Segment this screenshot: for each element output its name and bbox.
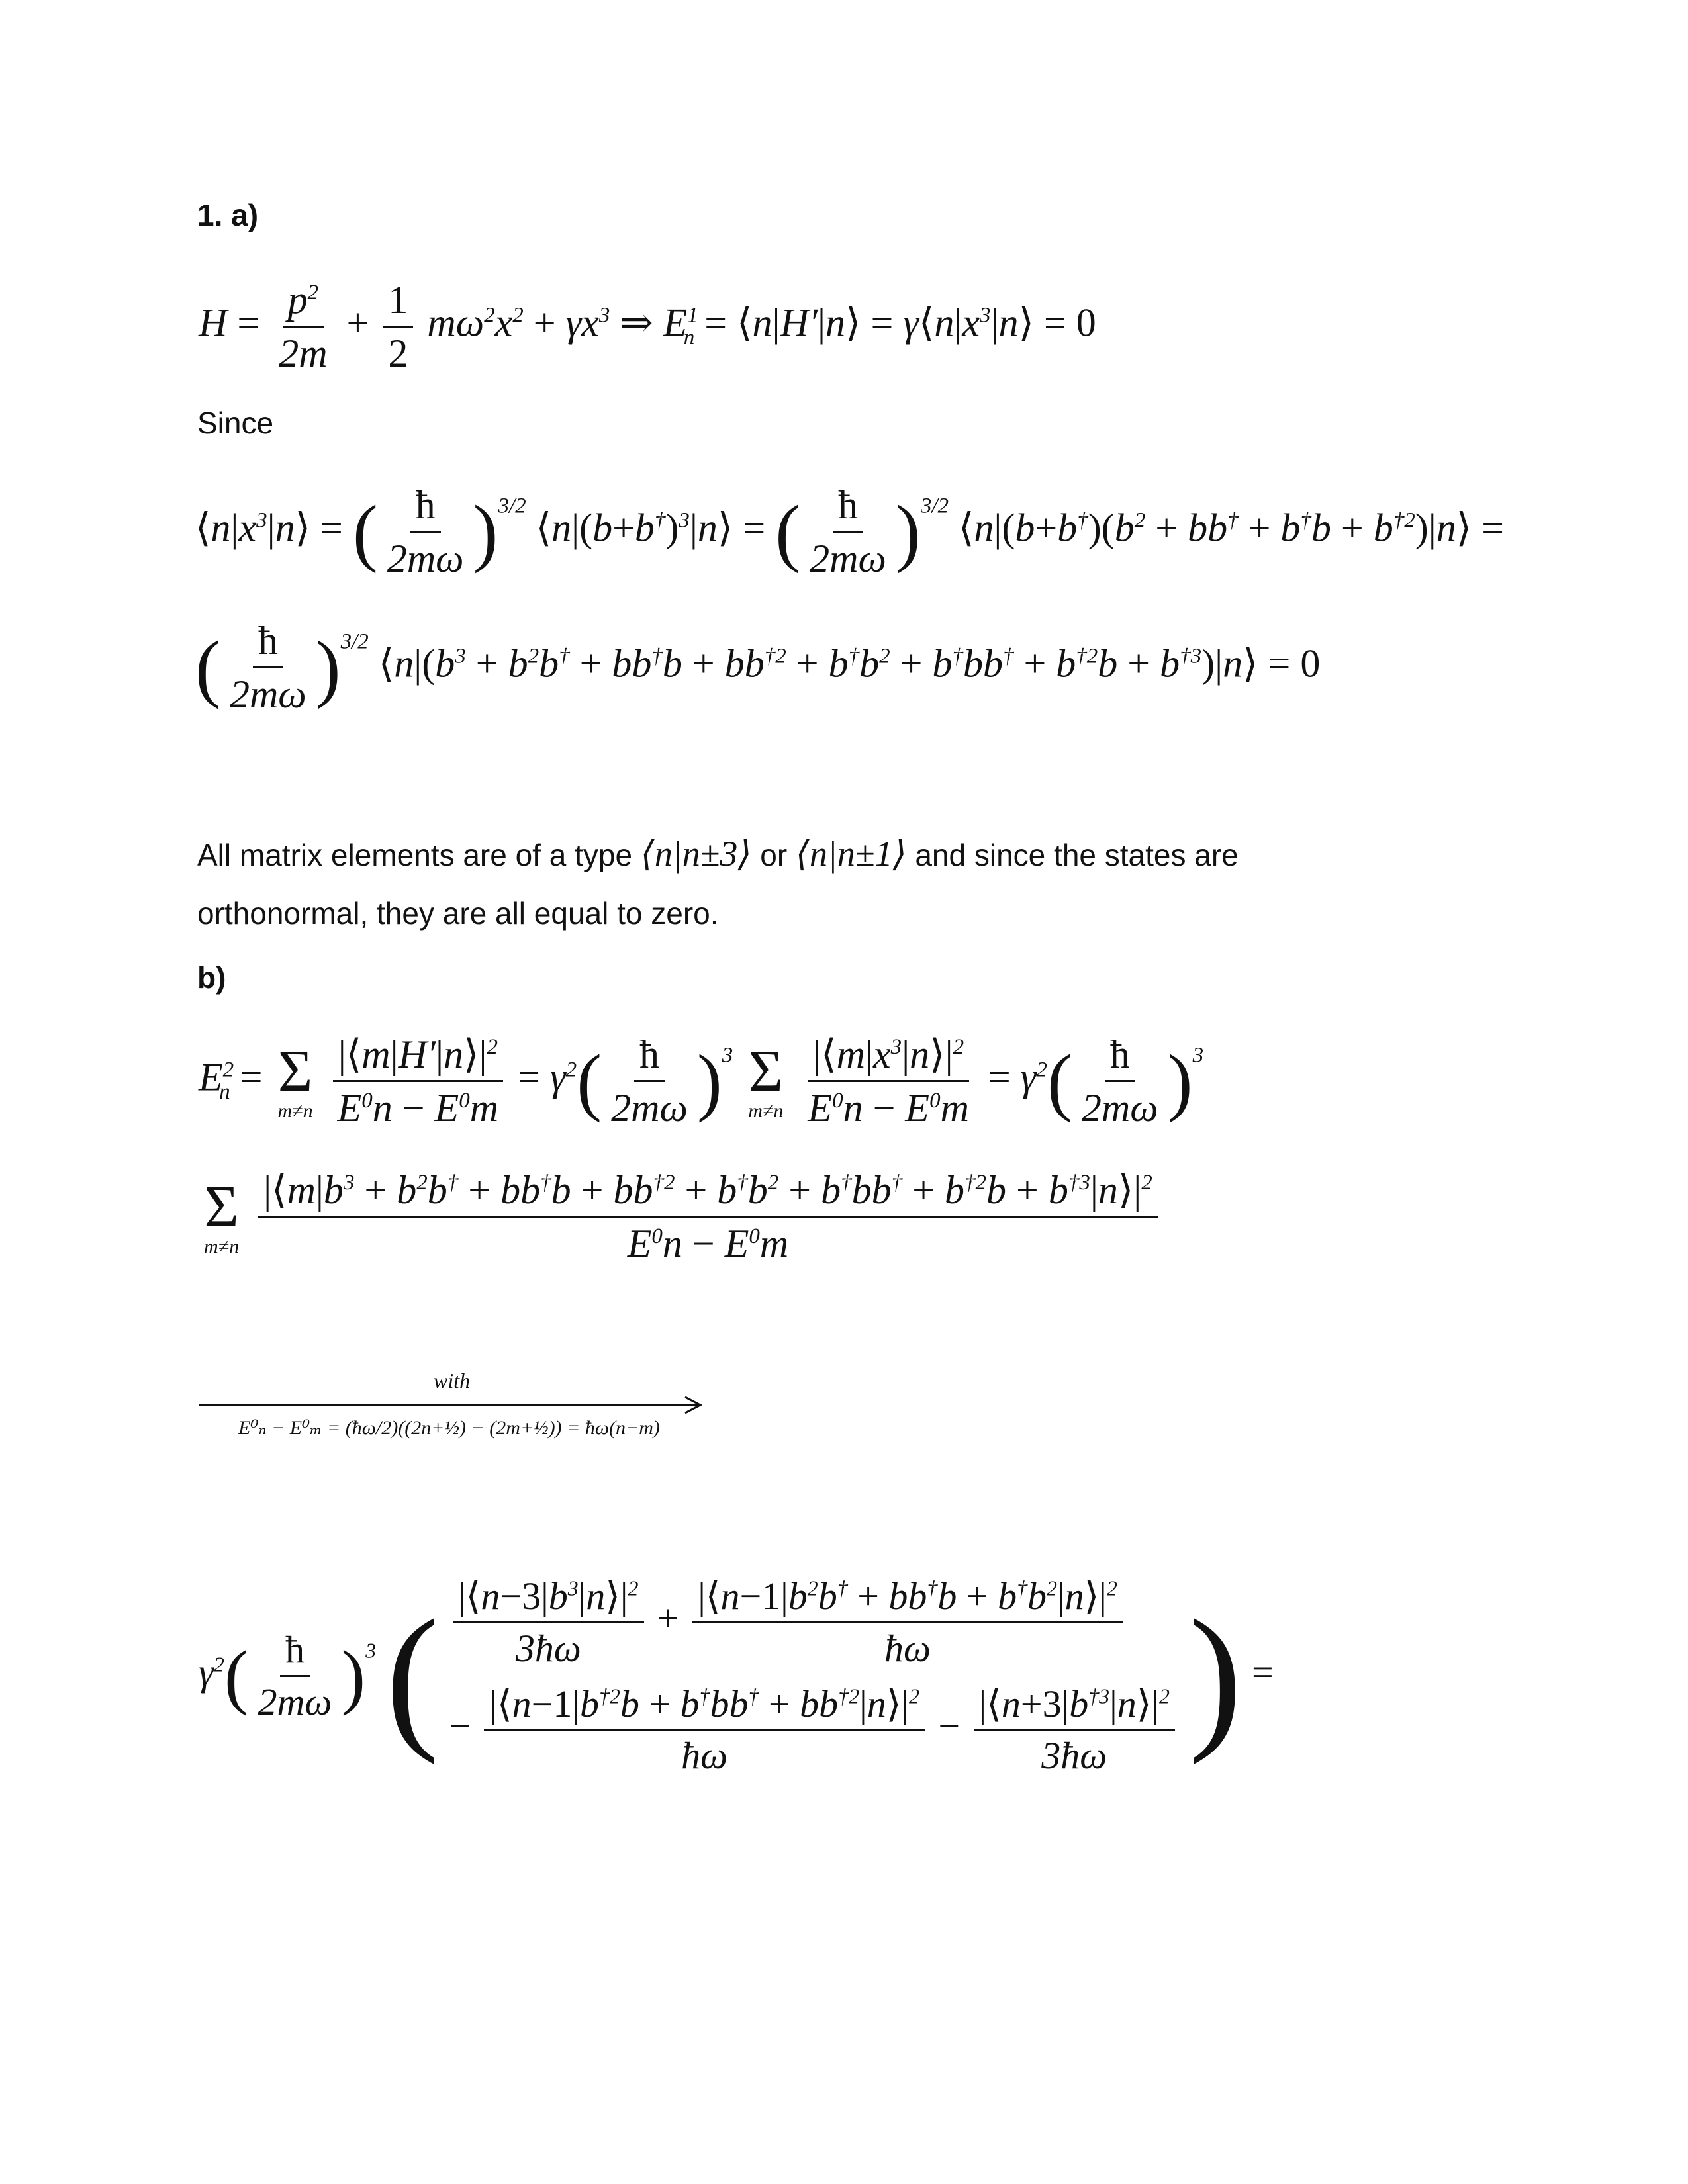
since-text: Since (197, 406, 274, 440)
heading-part-b: b) (197, 960, 226, 995)
equation-E2-line2: Σ m≠n $\frac{|⟨m|b^3 + b^2b^\dagger + bb^\dagger b + bb^{\dagger 2} + b^\dagger b^2 + b^\dagger bb^\dagger + b^{\dagger 2}b + b^{\dagger 3}|n⟩|^2}{E^0n - E^0m}$ (199, 1168, 1162, 1265)
paragraph-text-2: and since the states are (915, 838, 1239, 872)
equation-E2-line1: $E^2_n$ = Σ m≠n $\frac{|⟨m|H'|n⟩|^2}{E^0n - E^0m}$ = $\gamma^2$( $\frac{ħ}{2m\omega}$ )$^3$ Σ m≠n $\frac{|⟨m|x^3|n⟩|^2}{E^0n - E^0m}$ = $\gamma^2$( $\frac{ħ}{2m\omega}$ )$^3$ (199, 1032, 1204, 1130)
heading-part-a: 1. a) (197, 198, 259, 232)
paragraph-line1 (197, 826, 1239, 884)
arrow-condition: E⁰ₙ − E⁰ₘ = (ħω/2)((2n+½) − (2m+½)) = ħω(n−m) (238, 1417, 660, 1439)
paragraph-or: or (760, 838, 788, 872)
equation-hamiltonian: H = $\frac{p^2}{2m}$ + $\frac{1}{2}$ $m\omega^2x^2 + \gamma x^3$ ⇒ $E^1_n$ = ⟨n|H′|n⟩ = $\gamma⟨n|x^3|n⟩ = 0$ (199, 278, 1096, 375)
paragraph-line2: orthonormal, they are all equal to zero. (197, 896, 719, 931)
matrix-element-n3: ⟨n|n±3⟩ (640, 834, 752, 874)
paragraph-text: All matrix elements are of a type (197, 838, 633, 872)
equation-x3-line1: $⟨n|x^3|n⟩$ = ( $\frac{ħ}{2m\omega}$ )$^{3/2}$ $⟨n|(b+b^\dagger)^3|n⟩$ = ( $\frac{ħ}{2m\omega}$ )$^{3/2}$ $⟨n|(b+b^\dagger)(b^2 + bb^\dagger + b^\dagger b$ + $b^{\dagger 2})|n⟩$ = (195, 483, 1504, 580)
matrix-element-n1: ⟨n|n±1⟩ (795, 834, 907, 874)
equation-final: $\gamma^2$( $\frac{ħ}{2m\omega}$ )$^3$ ( $\frac{|⟨n-3|b^3|n⟩|^2}{3ħ\omega}$ + $\frac{|⟨n-1|b^2b^\dagger + bb^\dagger b + b^\dagger b^2|n⟩|^2}{ħ\omega}$ − $\frac{|⟨n-1|b^{\dagger 2}b + b^\dagger bb^\dagger + bb^{\dagger 2}|n⟩|^2}{ħ\omega}$ − $\frac{|⟨n+3|b^{\dagger 3}|n⟩|^2}{3ħ\omega}$ ) = (199, 1574, 1274, 1778)
right-arrow-icon (199, 1395, 708, 1415)
arrow-label: with (434, 1369, 471, 1392)
equation-x3-line2: ( $\frac{ħ}{2m\omega}$ )$^{3/2}$ $⟨n|(b^3 + b^2b^\dagger + bb^\dagger b + bb^{\dagger 2} + b^\dagger b^2 + b^\dagger bb^\dagger + b^{\dagger 2}b$ + $b^{\dagger 3})|n⟩ = 0$ (195, 619, 1321, 716)
